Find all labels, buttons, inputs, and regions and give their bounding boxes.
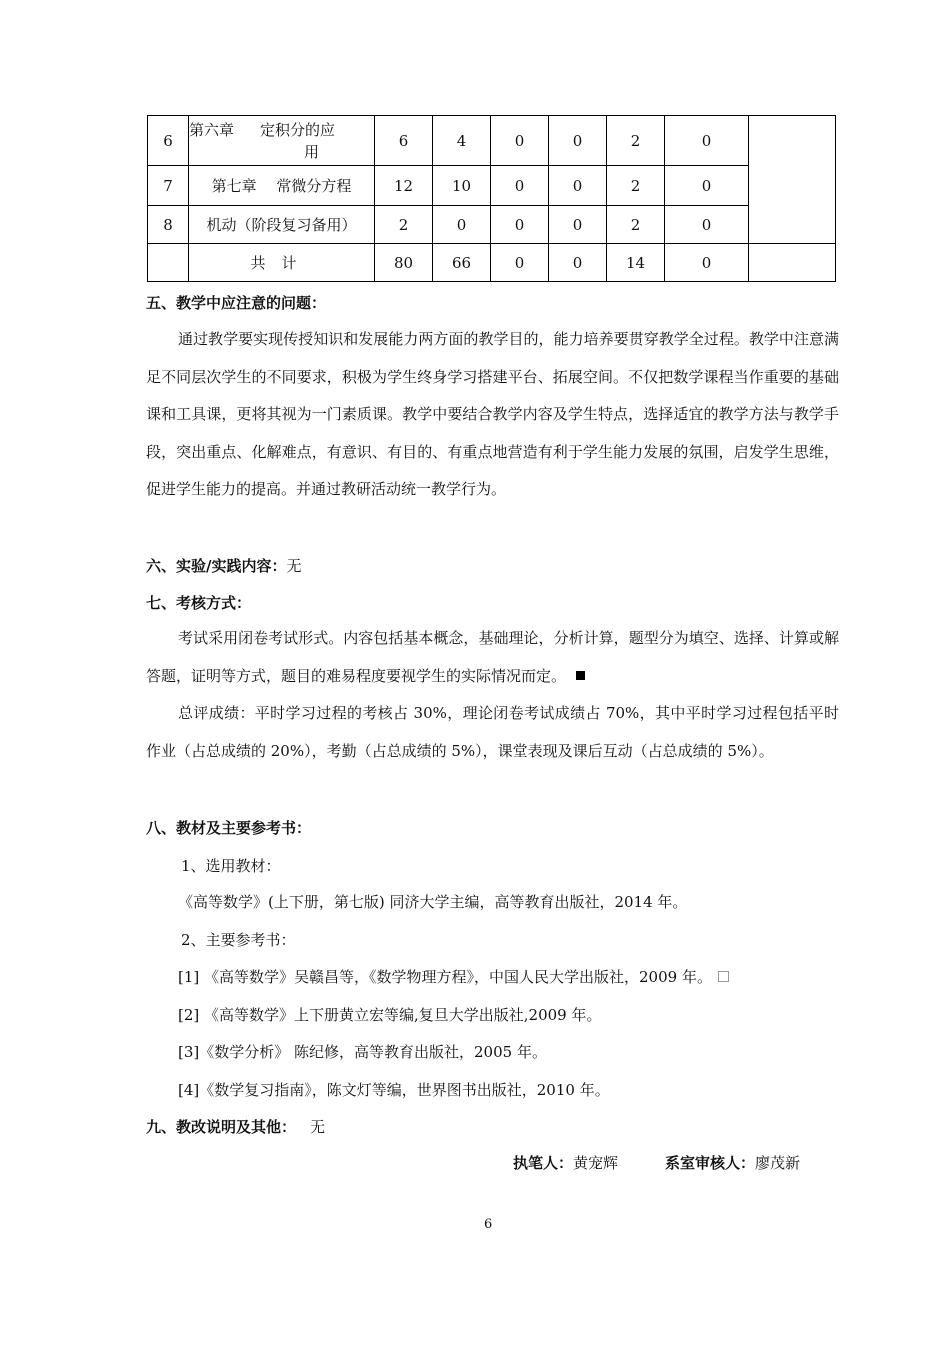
author-label: 执笔人：: [513, 1154, 574, 1172]
section-9-heading: [146, 1116, 325, 1137]
section-5-heading: 五、教学中应注意的问题：: [146, 294, 327, 312]
table-row: [148, 166, 836, 206]
hours-cell: 2: [607, 166, 665, 206]
total-cell: 66: [433, 244, 491, 282]
hours-cell: 2: [607, 116, 665, 166]
author-name: 黄宠辉: [573, 1154, 619, 1172]
hours-cell: 2: [607, 206, 665, 244]
reference-item: [178, 966, 729, 987]
table-row: [148, 116, 836, 166]
course-hours-table: [147, 115, 836, 282]
total-cell: 0: [549, 244, 607, 282]
row-number: 6: [148, 116, 189, 166]
hours-cell: 0: [491, 166, 549, 206]
hours-cell: 6: [375, 116, 433, 166]
reviewer-name: 廖茂新: [755, 1154, 801, 1172]
section-6-value: 无: [286, 557, 302, 575]
chapter-label: 第六章: [189, 120, 235, 139]
row-number: 7: [148, 166, 189, 206]
hours-cell: 0: [491, 206, 549, 244]
section-7-heading: 七、考核方式：: [146, 594, 252, 612]
total-label: [189, 244, 375, 282]
total-cell: 0: [491, 244, 549, 282]
hours-cell: 0: [549, 116, 607, 166]
chapter-title-cont: 用: [303, 142, 319, 161]
section-6-title: 六、实验/实践内容：: [146, 557, 287, 575]
hours-cell: 0: [665, 206, 749, 244]
section-8-heading: 八、教材及主要参考书：: [146, 819, 312, 837]
section-9-title: 九、教改说明及其他：: [146, 1118, 297, 1136]
reference-item: [4]《数学复习指南》，陈文灯等编，世界图书出版社，2010 年。: [178, 1081, 610, 1099]
chapter-cell: [189, 116, 375, 166]
table-total-row: [148, 244, 836, 282]
hours-cell: 4: [433, 116, 491, 166]
chapter-cell: 第七章 常微分方程: [189, 166, 375, 206]
references-label: 2、主要参考书：: [181, 931, 296, 949]
section-7-paragraph-1: [146, 620, 839, 695]
square-bullet-icon: [576, 671, 585, 680]
total-label-text: 共计: [250, 253, 313, 272]
reviewer-signature: [665, 1152, 800, 1173]
empty-cell: [749, 244, 836, 282]
section-5-body: 通过教学要实现传授知识和发展能力两方面的教学目的，能力培养要贯穿教学全过程。教学中注意满足不同层次学生的不同要求，积极为学生终身学习搭建平台、拓展空间。不仅把数学课程当作重要的基础课和工具课，更将其视为一门素质课。教学中要结合教学内容及学生特点，选择适宜的教学方法与教学手段，突出重点、化解难点，有意识、有目的、有重点地营造有利于学生能力发展的氛围，启发学生思维，促进学生能力的提高。并通过教研活动统一教学行为。: [146, 330, 839, 498]
hours-cell: 0: [549, 206, 607, 244]
chapter-title: 定积分的应: [260, 120, 336, 139]
reviewer-label: 系室审核人：: [665, 1154, 756, 1172]
hours-cell: 0: [433, 206, 491, 244]
section-6-heading: [146, 555, 302, 576]
section-7-paragraph-2: 总评成绩：平时学习过程的考核占 30%，理论闭卷考试成绩占 70%，其中平时学习过程包括平时作业（占总成绩的 20%），考勤（占总成绩的 5%），课堂表现及课后互动（占总成绩的 5%）。: [146, 704, 839, 760]
empty-cell: [148, 244, 189, 282]
placeholder-box-icon: [718, 971, 729, 982]
page-number: 6: [484, 1217, 493, 1232]
hours-cell: 2: [375, 206, 433, 244]
section-7-p1-text: 考试采用闭卷考试形式。内容包括基本概念，基础理论，分析计算，题型分为填空、选择、计算或解答题，证明等方式，题目的难易程度要视学生的实际情况而定。: [146, 629, 839, 685]
author-signature: [513, 1152, 618, 1173]
hours-cell: 10: [433, 166, 491, 206]
total-cell: 14: [607, 244, 665, 282]
section-9-value: 无: [310, 1118, 326, 1136]
reference-item: [3]《数学分析》 陈纪修，高等教育出版社，2005 年。: [178, 1043, 547, 1061]
remark-cell: [749, 116, 836, 244]
hours-cell: 0: [549, 166, 607, 206]
total-cell: 80: [375, 244, 433, 282]
hours-cell: 0: [491, 116, 549, 166]
hours-cell: 12: [375, 166, 433, 206]
reference-item: [2] 《高等数学》上下册黄立宏等编,复旦大学出版社,2009 年。: [178, 1006, 602, 1024]
table-row: [148, 206, 836, 244]
hours-cell: 0: [665, 116, 749, 166]
textbook-label: 1、选用教材：: [181, 857, 281, 875]
row-number: 8: [148, 206, 189, 244]
textbook-entry: 《高等数学》(上下册，第七版) 同济大学主编，高等教育出版社，2014 年。: [178, 893, 688, 911]
chapter-cell: 机动（阶段复习备用）: [189, 206, 375, 244]
reference-text: [1] 《高等数学》吴赣昌等，《数学物理方程》，中国人民大学出版社，2009 年。: [178, 968, 712, 986]
hours-cell: 0: [665, 166, 749, 206]
total-cell: 0: [665, 244, 749, 282]
